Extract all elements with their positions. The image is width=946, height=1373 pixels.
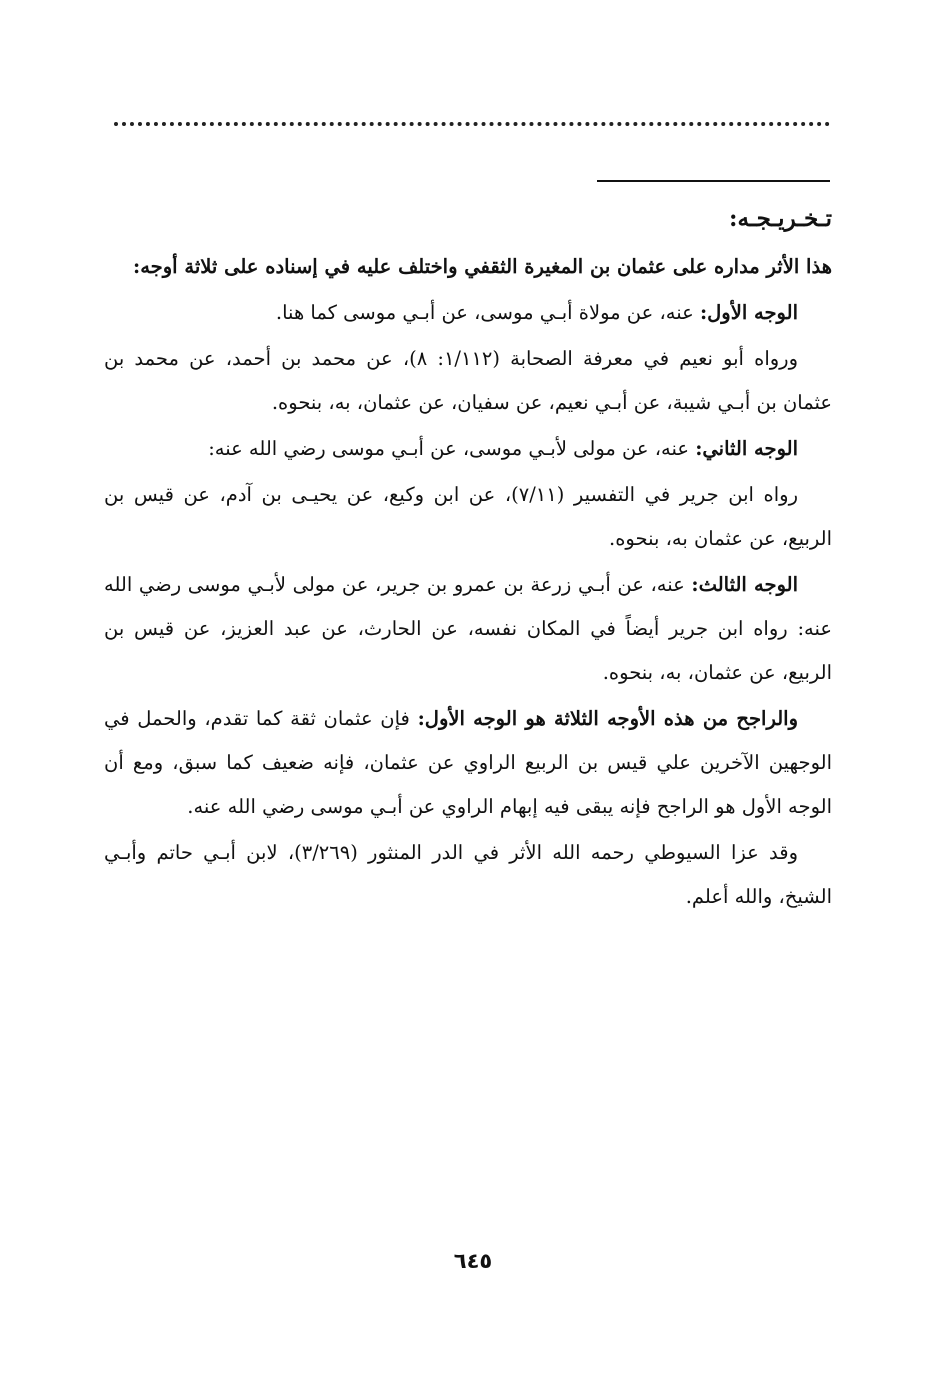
paragraph-lead: الوجه الثاني: [695,437,798,460]
paragraph-intro [104,245,832,289]
paragraph-wajh1 [104,291,832,335]
paragraph-lead: والراجح من هذه الأوجه الثلاثة هو الوجه الأول: [417,707,798,730]
paragraph-wajh2-takhrij [104,473,832,561]
paragraph-text: عنه، عن مولاة أبـي موسى، عن أبـي موسى كما هنا. [275,301,700,324]
paragraph-lead: الوجه الأول: [699,301,798,324]
dotted-separator [114,122,830,144]
paragraph-suyuti [104,831,832,919]
paragraph-wajh1-takhrij [104,337,832,425]
paragraph-text: فإن عثمان ثقة كما تقدم، والحمل في الوجهين الآخرين علي قيس بن الربيع الراوي عن عثمان، فإنه ضعيف كما سبق، ومع أن الوجه الأول هو الراجح فإنه يبقى فيه إبهام الراوي عن أبـي موسى رضي الله عنه. [104,707,832,818]
paragraph-text: رواه ابن جرير في التفسير (٧/١١)، عن ابن وكيع، عن يحيـى بن آدم، عن قيس بن الربيع، عن عثمان به، بنحوه. [104,483,832,550]
page-number: ٦٤٥ [453,1249,493,1273]
page-body [104,197,832,921]
paragraph-wajh3 [104,563,832,695]
paragraph-text: عنه، عن أبـي زرعة بن عمرو بن جرير، عن مولى لأبـي موسى رضي الله عنه: رواه ابن جرير أيضاً في المكان نفسه، عن الحارث، عن عبد العزيز، عن قيس بن الربيع، عن عثمان، به، بنحوه. [104,573,832,684]
paragraph-text: وقد عزا السيوطي رحمه الله الأثر في الدر المنثور (٣/٢٦٩)، لابن أبـي حاتم وأبـي الشيخ، والله أعلم. [104,841,832,908]
paragraph-text: هذا الأثر مداره على عثمان بن المغيرة الثقفي واختلف عليه في إسناده على ثلاثة أوجه: [133,255,832,278]
footnote-rule [597,180,830,182]
paragraph-text: ورواه أبو نعيم في معرفة الصحابة (١/١١٢: ٨)، عن محمد بن أحمد، عن محمد بن عثمان بن أبـي شيبة، عن أبـي نعيم، عن سفيان، عن عثمان، به، بنحوه. [104,347,832,414]
paragraph-text: عنه، عن مولى لأبـي موسى، عن أبـي موسى رضي الله عنه: [208,437,696,460]
paragraph-list [104,245,832,919]
paragraph-rajih [104,697,832,829]
paragraph-wajh2 [104,427,832,471]
paragraph-lead: الوجه الثالث: [691,573,798,596]
section-heading: تـخـريـجـه: [729,205,832,232]
